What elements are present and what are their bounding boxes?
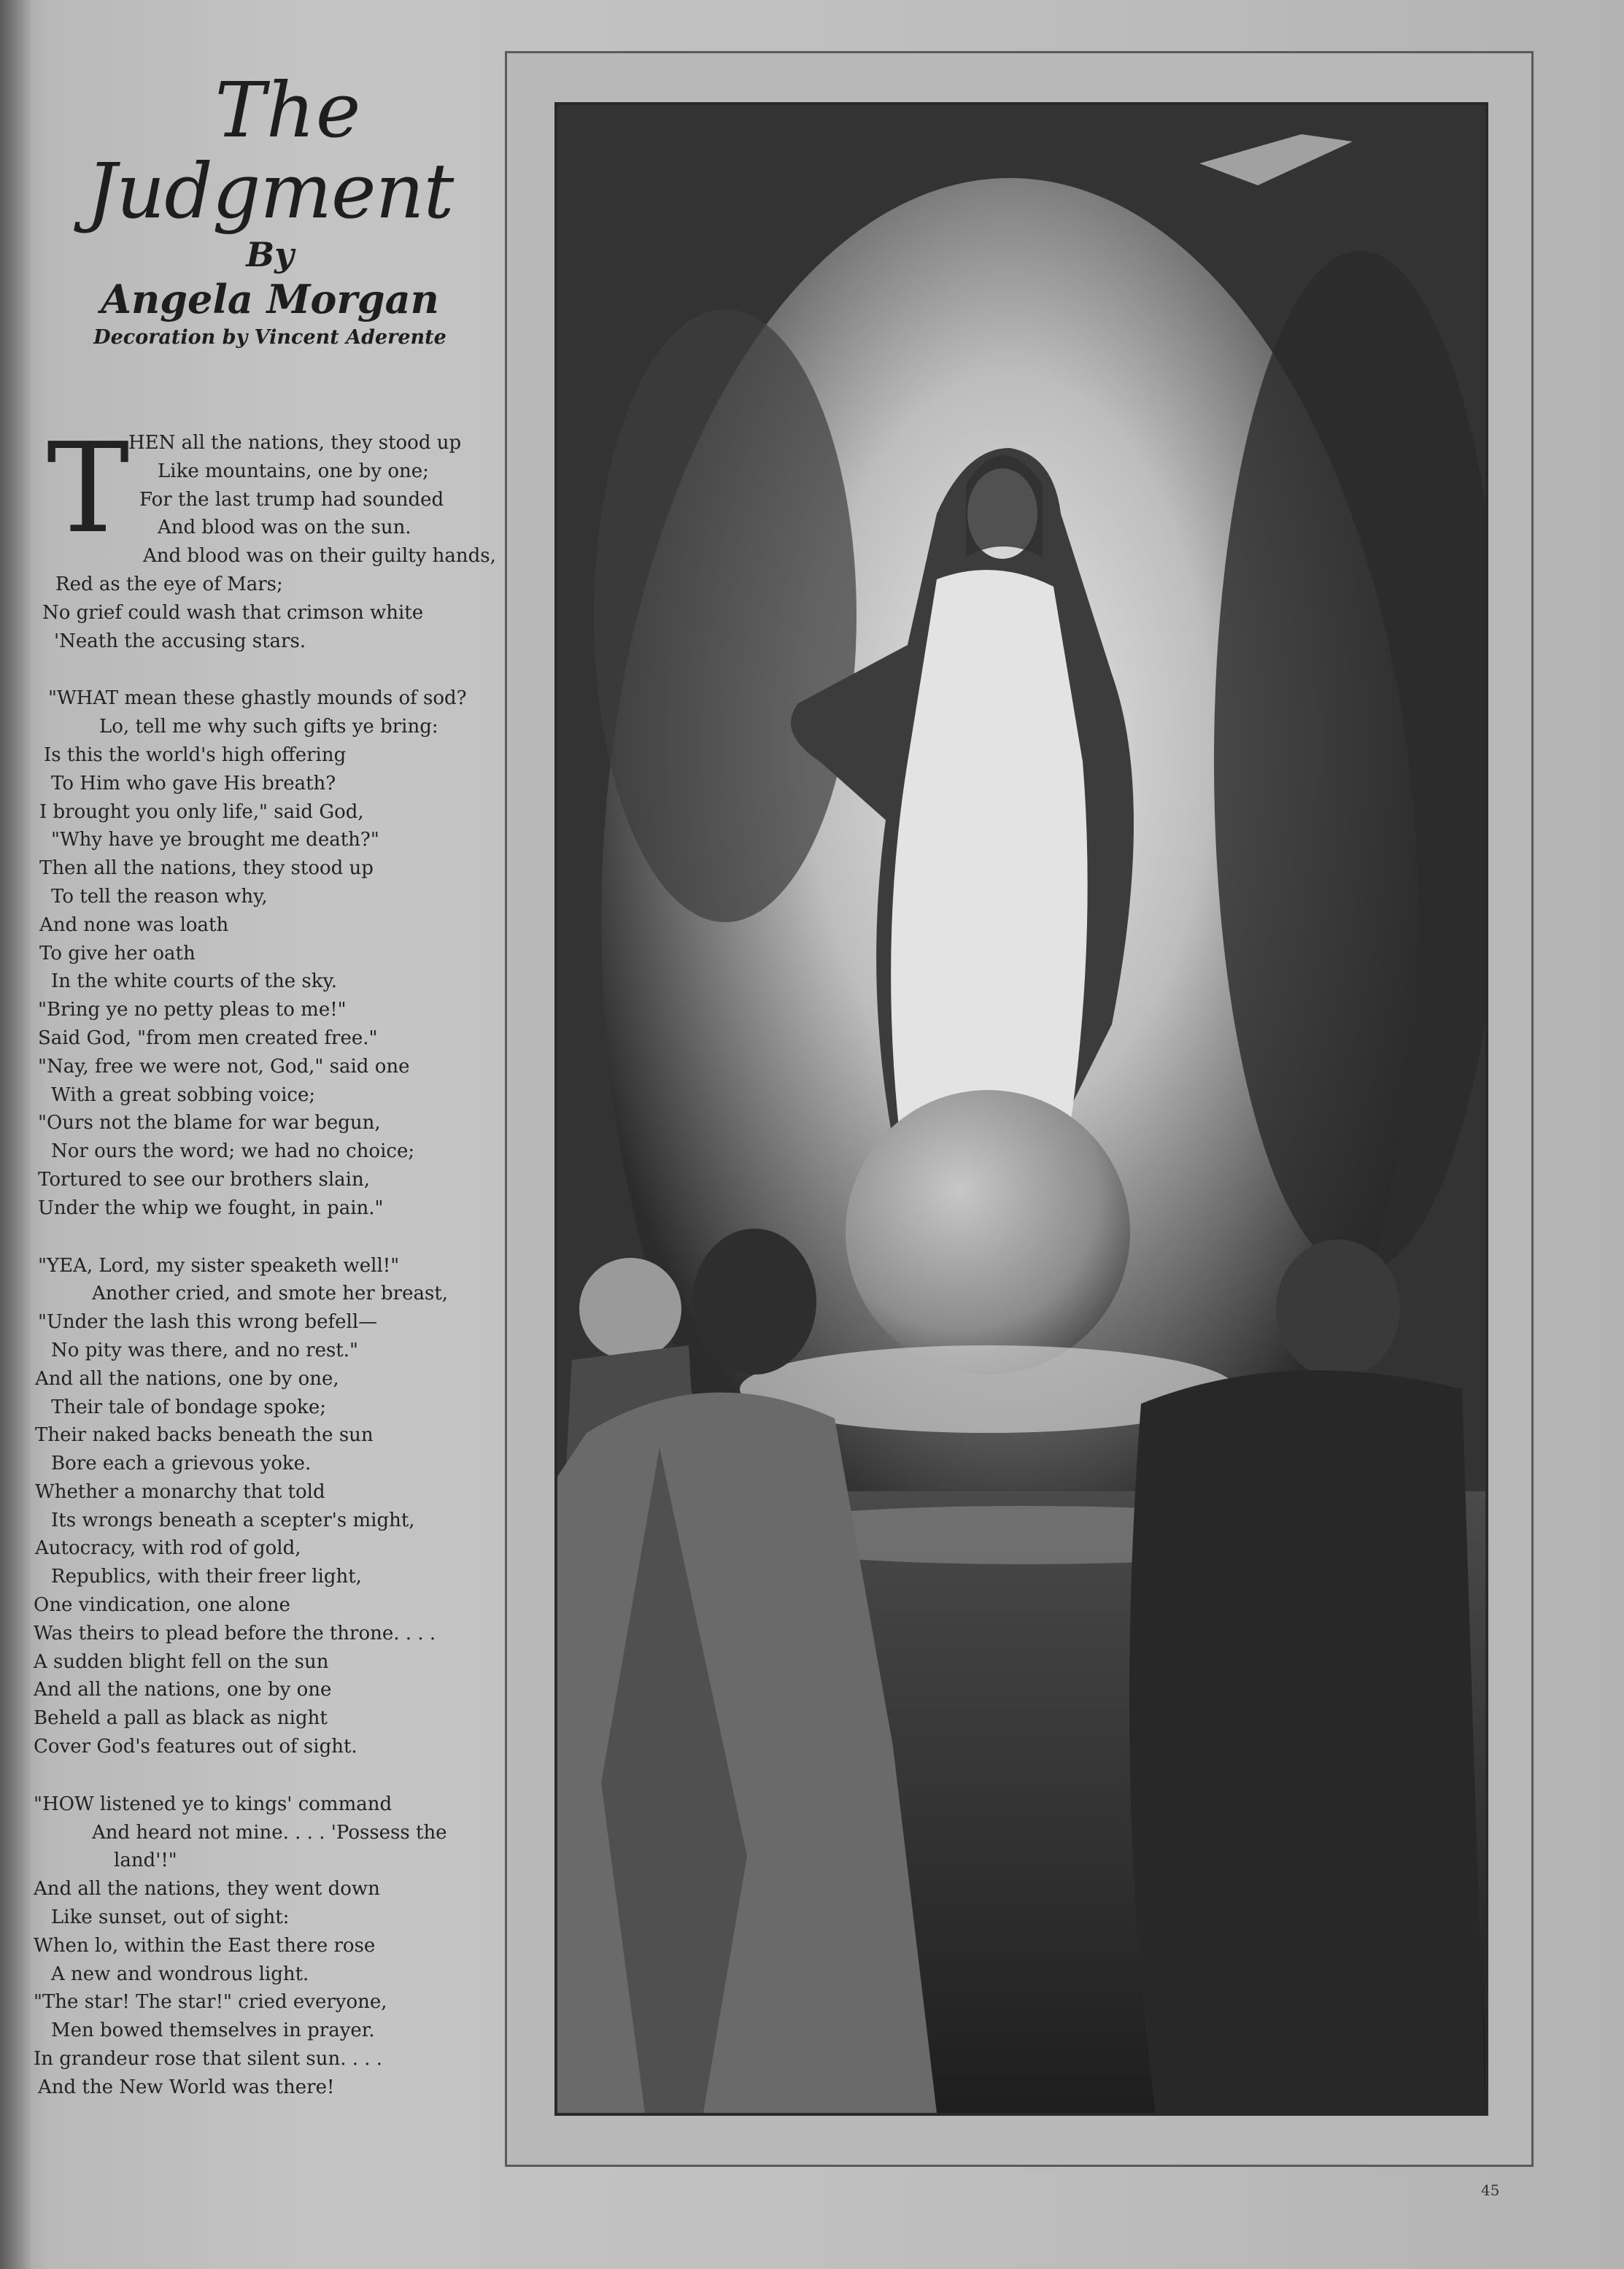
poem-line: Whether a monarchy that told xyxy=(35,1480,325,1503)
poem-line: Tortured to see our brothers slain, xyxy=(38,1168,370,1191)
author-name: Angela Morgan xyxy=(101,276,439,322)
illustration-frame xyxy=(554,102,1488,2116)
poem-line: In the white courts of the sky. xyxy=(51,970,337,993)
poem-line: No grief could wash that crimson white xyxy=(42,601,424,624)
poem-line: Their naked backs beneath the sun xyxy=(35,1424,374,1447)
poem-line: Under the whip we fought, in pain." xyxy=(38,1197,384,1219)
old-man-head xyxy=(579,1258,681,1360)
poem-line: For the last trump had sounded xyxy=(139,488,444,511)
turbaned-figure-body xyxy=(1129,1370,1485,2113)
poem-line: Is this the world's high offering xyxy=(44,743,347,766)
poem-line: One vindication, one alone xyxy=(34,1594,290,1617)
poem-line: And heard not mine. . . . 'Possess the xyxy=(92,1821,447,1844)
poem-line: And none was loath xyxy=(39,913,229,936)
poem-line: Another cried, and smote her breast, xyxy=(92,1283,449,1305)
poem-line: Beheld a pall as black as night xyxy=(34,1707,328,1730)
poem-line: land'!" xyxy=(114,1849,177,1872)
poem-line-lead: "HOW listened ye to kings' command xyxy=(34,1793,393,1815)
poem-line: "Bring ye no petty pleas to me!" xyxy=(38,999,347,1021)
poem-line: To Him who gave His breath? xyxy=(51,772,336,795)
poem-line: Cover God's features out of sight. xyxy=(34,1736,357,1758)
man-head xyxy=(692,1229,816,1375)
poem-line: With a great sobbing voice; xyxy=(51,1083,316,1106)
poem-body xyxy=(34,417,500,2131)
poem-line-lead: "YEA, Lord, my sister speaketh well!" xyxy=(38,1254,400,1277)
poem-line: A sudden blight fell on the sun xyxy=(34,1650,329,1673)
robed-woman-on-globe-illustration xyxy=(557,105,1485,2113)
poem-line: And the New World was there! xyxy=(38,2076,335,2098)
poem-line: "Ours not the blame for war begun, xyxy=(38,1112,381,1134)
poem-line: "Under the lash this wrong befell— xyxy=(38,1311,378,1334)
poem-line: And blood was on the sun. xyxy=(158,517,411,539)
poem-line: "Nay, free we were not, God," said one xyxy=(38,1055,410,1078)
woman-veil xyxy=(966,455,1043,557)
page-spine-shadow xyxy=(0,0,31,2269)
poem-line: To give her oath xyxy=(39,942,196,965)
poem-line: HEN all the nations, they stood up xyxy=(128,432,462,454)
turbaned-head xyxy=(1276,1240,1400,1378)
poem-line: Like mountains, one by one; xyxy=(158,460,429,482)
poem-line: Lo, tell me why such gifts ye bring: xyxy=(99,716,438,738)
title-block xyxy=(66,66,474,352)
globe xyxy=(846,1090,1130,1375)
stanza-1 xyxy=(34,417,500,655)
poem-line: Autocracy, with rod of gold, xyxy=(35,1537,301,1560)
poem-line: When lo, within the East there rose xyxy=(34,1934,376,1957)
poem-line: Bore each a grievous yoke. xyxy=(51,1453,312,1475)
poem-line: Then all the nations, they stood up xyxy=(39,857,374,880)
poem-line: Nor ours the word; we had no choice; xyxy=(51,1140,415,1163)
poem-line: To tell the reason why, xyxy=(51,885,268,908)
poem-line: And all the nations, one by one xyxy=(34,1679,332,1701)
poem-line: No pity was there, and no rest." xyxy=(51,1339,358,1361)
poem-line: Red as the eye of Mars; xyxy=(55,573,283,595)
poem-line: 'Neath the accusing stars. xyxy=(54,630,306,652)
page-number: 45 xyxy=(1481,2181,1500,2199)
title-line-1: The xyxy=(214,66,362,155)
poem-line: And all the nations, they went down xyxy=(34,1878,380,1901)
poem-line: Said God, "from men created free." xyxy=(38,1027,378,1049)
poem-line-lead: "WHAT mean these ghastly mounds of sod? xyxy=(48,687,467,710)
stanza-2 xyxy=(34,684,500,1222)
poem-line: "Why have ye brought me death?" xyxy=(51,829,379,851)
decoration-credit: Decoration by Vincent Aderente xyxy=(93,326,446,349)
stanza-3 xyxy=(34,1252,500,1761)
drop-cap: T xyxy=(47,417,130,561)
byline-by: By xyxy=(246,235,294,274)
title-line-2: Judgment xyxy=(86,147,454,236)
poem-line: And all the nations, one by one, xyxy=(35,1367,339,1390)
poem-line: Was theirs to plead before the throne. . . . xyxy=(34,1622,436,1644)
poem-line: In grandeur rose that silent sun. . . . xyxy=(34,2048,383,2071)
poem-line: I brought you only life," said God, xyxy=(39,800,364,823)
poem-line: Their tale of bondage spoke; xyxy=(51,1396,326,1418)
poem-line: Like sunset, out of sight: xyxy=(51,1906,290,1929)
poem-line: Republics, with their freer light, xyxy=(51,1566,362,1588)
poem-line: "The star! The star!" cried everyone, xyxy=(34,1991,387,2014)
poem-line: And blood was on their guilty hands, xyxy=(143,545,496,568)
poem-line: Its wrongs beneath a scepter's might, xyxy=(51,1509,415,1531)
stanza-4 xyxy=(34,1790,500,2102)
poem-line: A new and wondrous light. xyxy=(51,1963,309,1985)
poem-line: Men bowed themselves in prayer. xyxy=(51,2019,375,2042)
storm-cloud-left xyxy=(594,309,857,922)
